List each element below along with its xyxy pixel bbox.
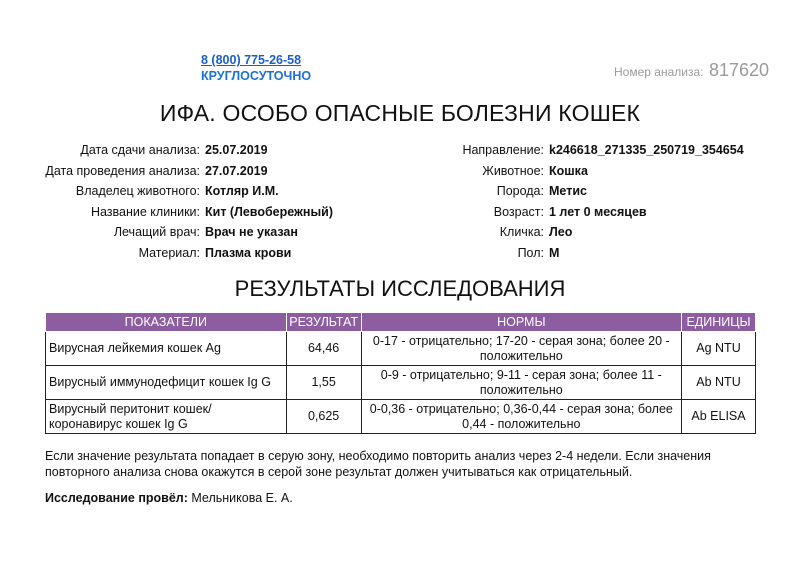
info-row-animal [390, 161, 744, 182]
norm-cell: 0-9 - отрицательно; 9-11 - серая зона; более 11 - положительно [361, 366, 681, 400]
info-value: k246618_271335_250719_354654 [549, 143, 744, 158]
info-row-analysis-date [20, 161, 333, 182]
info-label: Возраст: [493, 204, 544, 219]
performed-by-name: Мельникова Е. А. [191, 491, 293, 505]
info-value: 1 лет 0 месяцев [549, 204, 647, 219]
phone-link[interactable]: 8 (800) 775-26-58 [201, 53, 302, 67]
table-row [46, 332, 756, 366]
info-row-age [390, 202, 744, 223]
info-label: Дата сдачи анализа: [80, 143, 200, 158]
info-label: Кличка: [499, 225, 544, 240]
info-row-submit-date [20, 140, 333, 161]
info-value: Плазма крови [205, 245, 292, 260]
table-row [46, 400, 756, 434]
info-value: Врач не указан [205, 225, 298, 240]
info-label: Пол: [517, 245, 544, 260]
gray-zone-note: Если значение результата попадает в серую зону, необходимо повторить анализ через 2-4 недели. Если значения повторного анализа снова окажутся в серой зоне результат должен учитываться как отрицательный. [45, 449, 711, 479]
info-row-breed [390, 181, 744, 202]
info-row-owner [20, 181, 333, 202]
info-value: Кошка [549, 163, 588, 178]
info-label: Название клиники: [90, 204, 200, 219]
info-label: Материал: [138, 245, 200, 260]
info-value: Котляр И.М. [205, 184, 279, 199]
results-title: РЕЗУЛЬТАТЫ ИССЛЕДОВАНИЯ [234, 276, 566, 301]
header-result: РЕЗУЛЬТАТ [286, 313, 361, 332]
info-label: Лечащий врач: [113, 225, 200, 240]
table-row [46, 366, 756, 400]
header-norms: НОРМЫ [361, 313, 681, 332]
info-label: Порода: [496, 184, 544, 199]
info-right [390, 140, 744, 263]
analysis-number: 817620 [709, 60, 770, 80]
info-value: 27.07.2019 [205, 163, 268, 178]
performed-by-label: Исследование провёл: [45, 491, 188, 505]
info-label: Животное: [482, 163, 544, 178]
results-table [45, 312, 756, 434]
indicator-cell: Вирусный иммунодефицит кошек Ig G [46, 366, 287, 400]
indicator-cell: Вирусный перитонит кошек/ коронавирус кошек Ig G [46, 400, 287, 434]
info-value: Кит (Левобережный) [205, 204, 333, 219]
header-units: ЕДИНИЦЫ [682, 313, 756, 332]
analysis-number-label: Номер анализа: [614, 65, 704, 79]
info-value: 25.07.2019 [205, 143, 268, 158]
result-cell: 1,55 [286, 366, 361, 400]
info-value: Метис [549, 184, 587, 199]
info-row-referral [390, 140, 744, 161]
result-cell: 0,625 [286, 400, 361, 434]
info-label: Дата проведения анализа: [45, 163, 200, 178]
indicator-cell: Вирусная лейкемия кошек Ag [46, 332, 287, 366]
header-indicator: ПОКАЗАТЕЛИ [46, 313, 287, 332]
info-row-nickname [390, 222, 744, 243]
result-cell: 64,46 [286, 332, 361, 366]
hours-label: КРУГЛОСУТОЧНО [201, 69, 312, 83]
info-label: Направление: [462, 143, 544, 158]
info-row-doctor [20, 222, 333, 243]
performed-by [45, 491, 293, 505]
info-value: Лео [549, 225, 573, 240]
info-value: М [549, 245, 560, 260]
norm-cell: 0-17 - отрицательно; 17-20 - серая зона; более 20 - положительно [361, 332, 681, 366]
unit-cell: Ag NTU [682, 332, 756, 366]
info-label: Владелец животного: [75, 184, 200, 199]
table-header-row [46, 313, 756, 332]
page-title: ИФА. ОСОБО ОПАСНЫЕ БОЛЕЗНИ КОШЕК [159, 100, 641, 126]
unit-cell: Ab ELISA [682, 400, 756, 434]
info-row-clinic [20, 202, 333, 223]
info-row-sex [390, 243, 744, 264]
info-left [20, 140, 333, 263]
norm-cell: 0-0,36 - отрицательно; 0,36-0,44 - серая зона; более 0,44 - положительно [361, 400, 681, 434]
unit-cell: Ab NTU [682, 366, 756, 400]
info-row-material [20, 243, 333, 264]
